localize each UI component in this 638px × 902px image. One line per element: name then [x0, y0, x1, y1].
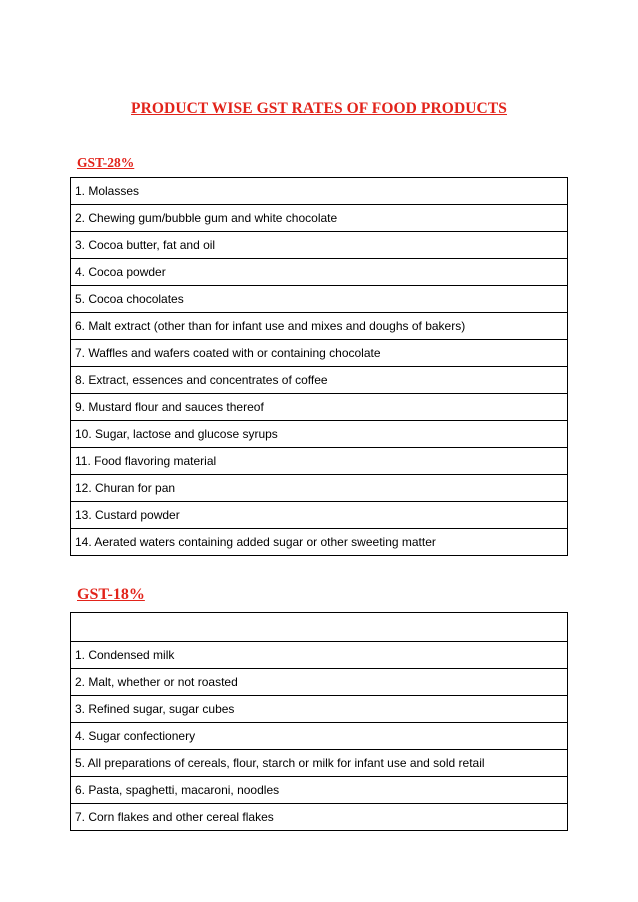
table-row — [71, 750, 568, 777]
table-cell: 4. Cocoa powder — [71, 259, 568, 286]
table-row — [71, 421, 568, 448]
table-row — [71, 723, 568, 750]
table-cell: 4. Sugar confectionery — [71, 723, 568, 750]
table-cell: 7. Corn flakes and other cereal flakes — [71, 804, 568, 831]
table-row — [71, 286, 568, 313]
table-row — [71, 394, 568, 421]
table-cell: 12. Churan for pan — [71, 475, 568, 502]
table-row — [71, 642, 568, 669]
table-cell: 2. Malt, whether or not roasted — [71, 669, 568, 696]
table-row — [71, 804, 568, 831]
table-cell: 7. Waffles and wafers coated with or containing chocolate — [71, 340, 568, 367]
table-row — [71, 313, 568, 340]
table-cell: 2. Chewing gum/bubble gum and white chocolate — [71, 205, 568, 232]
table-cell: 6. Malt extract (other than for infant use and mixes and doughs of bakers) — [71, 313, 568, 340]
table-row — [71, 448, 568, 475]
table-row — [71, 696, 568, 723]
gst-28-table — [70, 177, 568, 556]
table-row — [71, 205, 568, 232]
table-row — [71, 529, 568, 556]
table-cell — [71, 613, 568, 642]
table-cell: 1. Molasses — [71, 178, 568, 205]
table-cell: 3. Cocoa butter, fat and oil — [71, 232, 568, 259]
table-cell: 9. Mustard flour and sauces thereof — [71, 394, 568, 421]
table-row — [71, 777, 568, 804]
table-row — [71, 475, 568, 502]
table-cell: 14. Aerated waters containing added sugar or other sweeting matter — [71, 529, 568, 556]
table-row — [71, 259, 568, 286]
table-row — [71, 502, 568, 529]
section-heading-gst-18: GST-18% — [77, 586, 145, 603]
table-cell: 13. Custard powder — [71, 502, 568, 529]
table-cell: 11. Food flavoring material — [71, 448, 568, 475]
table-row — [71, 367, 568, 394]
section-heading-gst-28: GST-28% — [77, 155, 135, 170]
table-cell: 10. Sugar, lactose and glucose syrups — [71, 421, 568, 448]
table-cell: 5. Cocoa chocolates — [71, 286, 568, 313]
table-cell: 3. Refined sugar, sugar cubes — [71, 696, 568, 723]
table-cell: 1. Condensed milk — [71, 642, 568, 669]
table-row — [71, 178, 568, 205]
page-title: PRODUCT WISE GST RATES OF FOOD PRODUCTS — [131, 100, 507, 117]
table-row — [71, 340, 568, 367]
table-row — [71, 669, 568, 696]
table-row — [71, 232, 568, 259]
table-row-blank — [71, 613, 568, 642]
table-cell: 6. Pasta, spaghetti, macaroni, noodles — [71, 777, 568, 804]
table-cell: 8. Extract, essences and concentrates of coffee — [71, 367, 568, 394]
table-cell: 5. All preparations of cereals, flour, starch or milk for infant use and sold retail — [71, 750, 568, 777]
gst-18-table — [70, 612, 568, 831]
